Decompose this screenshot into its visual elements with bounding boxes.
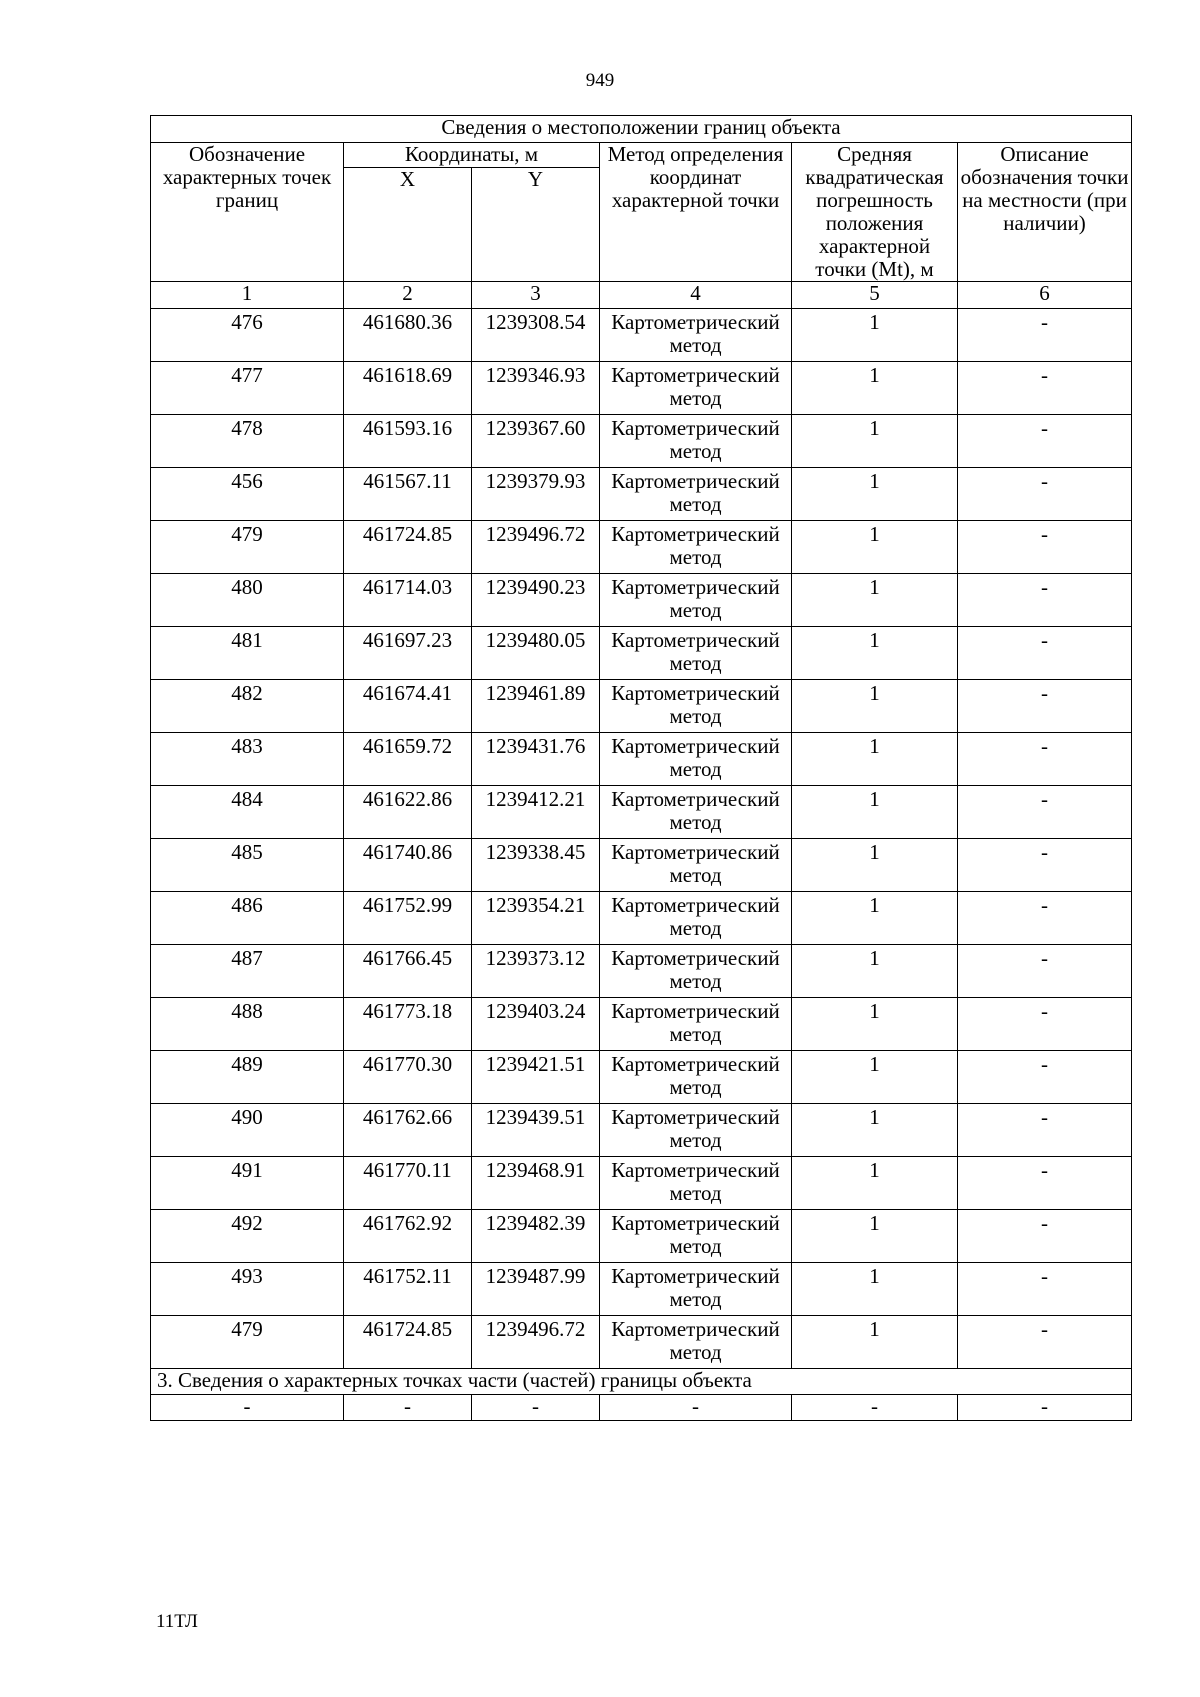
- point-number-cell: 486: [151, 892, 344, 945]
- error-cell: 1: [792, 839, 958, 892]
- table-row: [151, 1051, 1132, 1104]
- page-number: 949: [585, 70, 615, 91]
- y-coordinate-cell: 1239379.93: [472, 468, 600, 521]
- table-row: [151, 468, 1132, 521]
- x-coordinate-cell: 461770.30: [344, 1051, 472, 1104]
- point-number-cell: 488: [151, 998, 344, 1051]
- header-coordinates: Координаты, м: [344, 143, 600, 168]
- x-coordinate-cell: 461752.99: [344, 892, 472, 945]
- boundary-points-table: [150, 115, 1132, 1421]
- description-cell: -: [958, 1051, 1132, 1104]
- description-cell: -: [958, 733, 1132, 786]
- description-cell: -: [958, 1104, 1132, 1157]
- y-coordinate-cell: 1239496.72: [472, 1316, 600, 1369]
- method-cell: Картометрический метод: [600, 839, 792, 892]
- method-cell: Картометрический метод: [600, 998, 792, 1051]
- point-number-cell: 487: [151, 945, 344, 998]
- description-cell: -: [958, 1157, 1132, 1210]
- method-cell: Картометрический метод: [600, 574, 792, 627]
- description-cell: -: [958, 680, 1132, 733]
- point-number-cell: 483: [151, 733, 344, 786]
- method-cell: Картометрический метод: [600, 786, 792, 839]
- table-row: [151, 733, 1132, 786]
- method-cell: Картометрический метод: [600, 892, 792, 945]
- method-cell: Картометрический метод: [600, 309, 792, 362]
- table-row: [151, 1104, 1132, 1157]
- error-cell: 1: [792, 1104, 958, 1157]
- y-coordinate-cell: 1239482.39: [472, 1210, 600, 1263]
- error-cell: 1: [792, 521, 958, 574]
- error-cell: 1: [792, 1051, 958, 1104]
- x-coordinate-cell: 461762.66: [344, 1104, 472, 1157]
- column-numbers-row: [151, 282, 1132, 309]
- x-coordinate-cell: 461762.92: [344, 1210, 472, 1263]
- table-row: [151, 309, 1132, 362]
- x-coordinate-cell: 461724.85: [344, 521, 472, 574]
- y-coordinate-cell: 1239487.99: [472, 1263, 600, 1316]
- point-number-cell: 478: [151, 415, 344, 468]
- error-cell: 1: [792, 574, 958, 627]
- empty-cell: -: [792, 1395, 958, 1421]
- y-coordinate-cell: 1239468.91: [472, 1157, 600, 1210]
- y-coordinate-cell: 1239346.93: [472, 362, 600, 415]
- table-row: [151, 521, 1132, 574]
- point-number-cell: 482: [151, 680, 344, 733]
- x-coordinate-cell: 461618.69: [344, 362, 472, 415]
- table-row: [151, 1316, 1132, 1369]
- description-cell: -: [958, 468, 1132, 521]
- method-cell: Картометрический метод: [600, 1210, 792, 1263]
- error-cell: 1: [792, 362, 958, 415]
- y-coordinate-cell: 1239308.54: [472, 309, 600, 362]
- column-number: 2: [344, 282, 472, 309]
- x-coordinate-cell: 461674.41: [344, 680, 472, 733]
- y-coordinate-cell: 1239373.12: [472, 945, 600, 998]
- method-cell: Картометрический метод: [600, 627, 792, 680]
- column-number: 4: [600, 282, 792, 309]
- y-coordinate-cell: 1239439.51: [472, 1104, 600, 1157]
- method-cell: Картометрический метод: [600, 1157, 792, 1210]
- x-coordinate-cell: 461622.86: [344, 786, 472, 839]
- method-cell: Картометрический метод: [600, 1263, 792, 1316]
- header-y: Y: [472, 168, 600, 282]
- y-coordinate-cell: 1239431.76: [472, 733, 600, 786]
- error-cell: 1: [792, 1210, 958, 1263]
- y-coordinate-cell: 1239461.89: [472, 680, 600, 733]
- description-cell: -: [958, 1263, 1132, 1316]
- method-cell: Картометрический метод: [600, 1104, 792, 1157]
- table-row: [151, 945, 1132, 998]
- table-row: [151, 362, 1132, 415]
- point-number-cell: 479: [151, 521, 344, 574]
- method-cell: Картометрический метод: [600, 945, 792, 998]
- x-coordinate-cell: 461593.16: [344, 415, 472, 468]
- table-title: Сведения о местоположении границ объекта: [151, 116, 1132, 143]
- x-coordinate-cell: 461770.11: [344, 1157, 472, 1210]
- error-cell: 1: [792, 1263, 958, 1316]
- point-number-cell: 480: [151, 574, 344, 627]
- y-coordinate-cell: 1239496.72: [472, 521, 600, 574]
- x-coordinate-cell: 461766.45: [344, 945, 472, 998]
- header-method: Метод определения координат характерной точки: [600, 143, 792, 282]
- error-cell: 1: [792, 468, 958, 521]
- description-cell: -: [958, 1210, 1132, 1263]
- column-number: 1: [151, 282, 344, 309]
- column-number: 6: [958, 282, 1132, 309]
- point-number-cell: 493: [151, 1263, 344, 1316]
- method-cell: Картометрический метод: [600, 733, 792, 786]
- error-cell: 1: [792, 945, 958, 998]
- table-row: [151, 1263, 1132, 1316]
- error-cell: 1: [792, 309, 958, 362]
- table-row: [151, 680, 1132, 733]
- footer-code: 11ТЛ: [156, 1611, 198, 1632]
- point-number-cell: 484: [151, 786, 344, 839]
- method-cell: Картометрический метод: [600, 362, 792, 415]
- y-coordinate-cell: 1239421.51: [472, 1051, 600, 1104]
- point-number-cell: 485: [151, 839, 344, 892]
- x-coordinate-cell: 461680.36: [344, 309, 472, 362]
- point-number-cell: 492: [151, 1210, 344, 1263]
- table-row: [151, 1157, 1132, 1210]
- x-coordinate-cell: 461714.03: [344, 574, 472, 627]
- x-coordinate-cell: 461659.72: [344, 733, 472, 786]
- y-coordinate-cell: 1239490.23: [472, 574, 600, 627]
- table-row: [151, 574, 1132, 627]
- y-coordinate-cell: 1239354.21: [472, 892, 600, 945]
- empty-cell: -: [958, 1395, 1132, 1421]
- header-x: X: [344, 168, 472, 282]
- table-row: [151, 998, 1132, 1051]
- x-coordinate-cell: 461724.85: [344, 1316, 472, 1369]
- empty-cell: -: [472, 1395, 600, 1421]
- y-coordinate-cell: 1239412.21: [472, 786, 600, 839]
- y-coordinate-cell: 1239480.05: [472, 627, 600, 680]
- x-coordinate-cell: 461752.11: [344, 1263, 472, 1316]
- table-row: [151, 839, 1132, 892]
- method-cell: Картометрический метод: [600, 468, 792, 521]
- y-coordinate-cell: 1239338.45: [472, 839, 600, 892]
- section-3-empty-row: [151, 1395, 1132, 1421]
- x-coordinate-cell: 461697.23: [344, 627, 472, 680]
- point-number-cell: 476: [151, 309, 344, 362]
- point-number-cell: 479: [151, 1316, 344, 1369]
- method-cell: Картометрический метод: [600, 680, 792, 733]
- point-number-cell: 477: [151, 362, 344, 415]
- header-point-designation: Обозначение характерных точек границ: [151, 143, 344, 282]
- section-3-title: 3. Сведения о характерных точках части (частей) границы объекта: [151, 1369, 1132, 1395]
- method-cell: Картометрический метод: [600, 1051, 792, 1104]
- description-cell: -: [958, 627, 1132, 680]
- x-coordinate-cell: 461740.86: [344, 839, 472, 892]
- method-cell: Картометрический метод: [600, 521, 792, 574]
- error-cell: 1: [792, 1157, 958, 1210]
- error-cell: 1: [792, 1316, 958, 1369]
- y-coordinate-cell: 1239403.24: [472, 998, 600, 1051]
- point-number-cell: 491: [151, 1157, 344, 1210]
- method-cell: Картометрический метод: [600, 1316, 792, 1369]
- point-number-cell: 489: [151, 1051, 344, 1104]
- error-cell: 1: [792, 786, 958, 839]
- point-number-cell: 481: [151, 627, 344, 680]
- empty-cell: -: [151, 1395, 344, 1421]
- description-cell: -: [958, 362, 1132, 415]
- error-cell: 1: [792, 680, 958, 733]
- method-cell: Картометрический метод: [600, 415, 792, 468]
- description-cell: -: [958, 521, 1132, 574]
- error-cell: 1: [792, 733, 958, 786]
- point-number-cell: 456: [151, 468, 344, 521]
- point-number-cell: 490: [151, 1104, 344, 1157]
- description-cell: -: [958, 839, 1132, 892]
- error-cell: 1: [792, 415, 958, 468]
- table-row: [151, 627, 1132, 680]
- table-row: [151, 415, 1132, 468]
- description-cell: -: [958, 415, 1132, 468]
- x-coordinate-cell: 461773.18: [344, 998, 472, 1051]
- table-row: [151, 786, 1132, 839]
- header-error: Средняя квадратическая погрешность положения характерной точки (Mt), м: [792, 143, 958, 282]
- description-cell: -: [958, 945, 1132, 998]
- error-cell: 1: [792, 892, 958, 945]
- description-cell: -: [958, 1316, 1132, 1369]
- error-cell: 1: [792, 998, 958, 1051]
- description-cell: -: [958, 998, 1132, 1051]
- header-description: Описание обозначения точки на местности (при наличии): [958, 143, 1132, 282]
- x-coordinate-cell: 461567.11: [344, 468, 472, 521]
- column-number: 5: [792, 282, 958, 309]
- y-coordinate-cell: 1239367.60: [472, 415, 600, 468]
- error-cell: 1: [792, 627, 958, 680]
- description-cell: -: [958, 574, 1132, 627]
- description-cell: -: [958, 309, 1132, 362]
- empty-cell: -: [600, 1395, 792, 1421]
- table-row: [151, 1210, 1132, 1263]
- description-cell: -: [958, 892, 1132, 945]
- table-row: [151, 892, 1132, 945]
- empty-cell: -: [344, 1395, 472, 1421]
- description-cell: -: [958, 786, 1132, 839]
- column-number: 3: [472, 282, 600, 309]
